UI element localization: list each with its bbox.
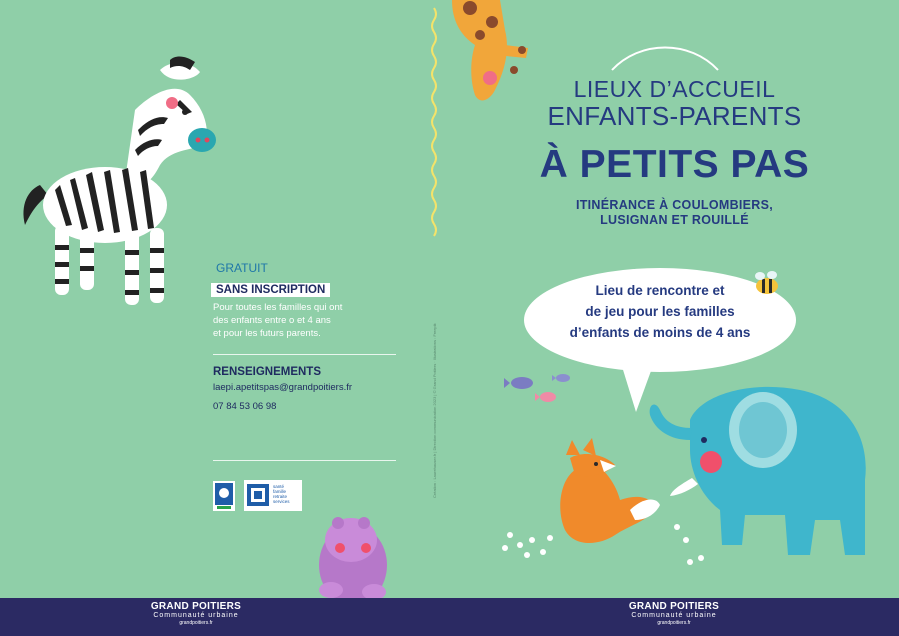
hippo-illustration xyxy=(319,517,387,600)
bubble-line: de jeu pour les familles xyxy=(585,304,735,319)
footer-band xyxy=(0,598,899,636)
bubble-text xyxy=(540,280,780,343)
msa-logo-word: services xyxy=(273,499,290,504)
title-arc-decoration xyxy=(612,48,718,71)
credits-vertical xyxy=(432,248,442,498)
brand-subtitle: Communauté urbaine xyxy=(153,612,239,619)
audience-line: et pour les futurs parents. xyxy=(213,328,321,339)
title-line-1: LIEUX D’ACCUEIL xyxy=(573,76,776,102)
contact-phone: 07 84 53 06 98 xyxy=(213,401,277,412)
brand-subtitle: Communauté urbaine xyxy=(631,612,717,619)
divider xyxy=(213,460,396,461)
gratuit-label: GRATUIT xyxy=(216,261,268,275)
fox-illustration xyxy=(560,438,660,543)
divider xyxy=(213,354,396,355)
title-line-2: ENFANTS-PARENTS xyxy=(547,101,802,131)
brand-name: GRAND POITIERS xyxy=(628,601,720,612)
elephant-illustration xyxy=(650,387,866,555)
caf-logo xyxy=(213,481,235,511)
fish-icons xyxy=(504,374,570,402)
subtitle-line: LUSIGNAN ET ROUILLÉ xyxy=(600,213,749,227)
audience-description xyxy=(213,301,393,340)
wavy-line-decoration xyxy=(432,8,436,236)
msa-logo-word: retraite xyxy=(273,494,288,499)
bubble-line: d’enfants de moins de 4 ans xyxy=(569,325,751,340)
msa-logo-word: santé xyxy=(273,484,285,489)
contact-email: laepi.apetitspas@grandpoitiers.fr xyxy=(213,382,353,393)
audience-line: Pour toutes les familles qui ont xyxy=(213,302,343,313)
renseignements-heading: RENSEIGNEMENTS xyxy=(213,366,321,378)
msa-logo-word: famille xyxy=(273,489,287,494)
brand-url: grandpoitiers.fr xyxy=(657,620,691,626)
subtitle-line: ITINÉRANCE À COULOMBIERS, xyxy=(575,198,774,212)
brand-url: grandpoitiers.fr xyxy=(179,620,213,626)
main-title: À PETITS PAS xyxy=(539,143,810,186)
credits-text: Création : Laurehauser.fr | Direction communication 2023 | © Grand Poitiers · Illustrations : Freepik xyxy=(432,323,437,498)
sans-inscription-heading: SANS INSCRIPTION xyxy=(211,283,330,297)
subtitle xyxy=(450,198,899,228)
footer-brand-right xyxy=(604,601,744,626)
footer-brand-left xyxy=(126,601,266,626)
zebra-illustration xyxy=(23,56,216,305)
brand-name: GRAND POITIERS xyxy=(150,601,242,612)
bubble-line: Lieu de rencontre et xyxy=(595,283,725,298)
msa-logo xyxy=(244,480,302,511)
audience-line: des enfants entre o et 4 ans xyxy=(213,315,331,326)
